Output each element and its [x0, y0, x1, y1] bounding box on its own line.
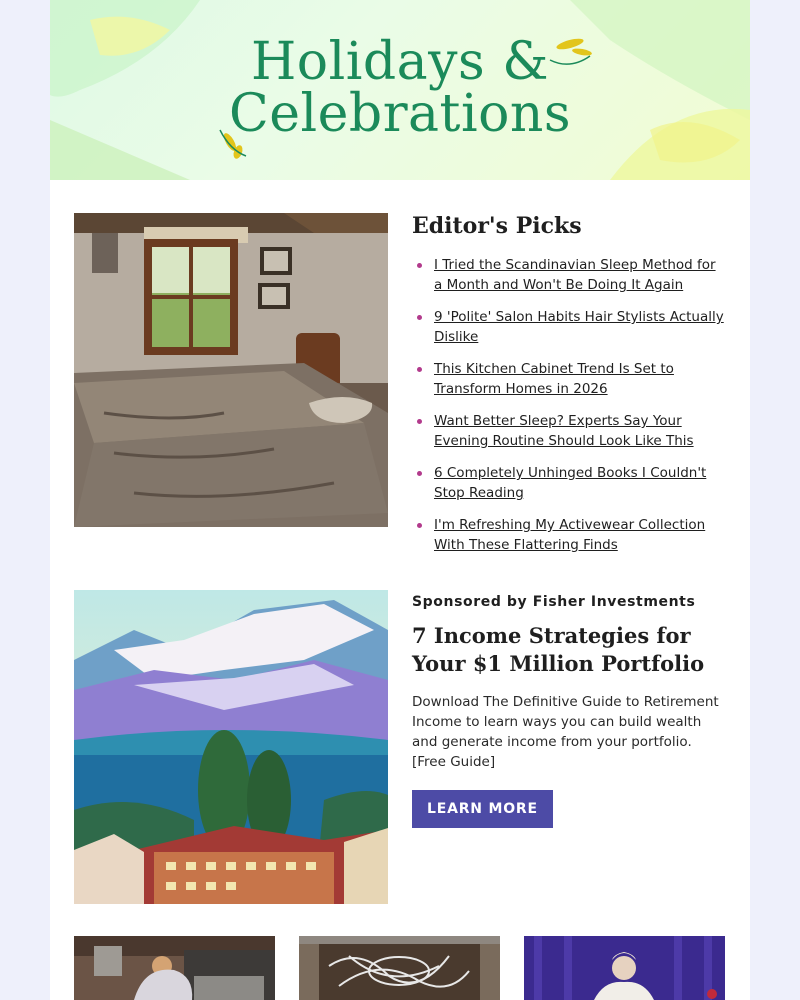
editors-picks-section	[74, 213, 726, 563]
list-item	[412, 515, 726, 555]
list-item	[412, 255, 726, 295]
email-container	[50, 0, 750, 1000]
thumbnail-row	[74, 936, 726, 1000]
bullet-icon	[417, 315, 422, 320]
kitchen-photo[interactable]	[74, 936, 275, 1000]
bullet-icon	[417, 367, 422, 372]
list-item	[412, 359, 726, 399]
bullet-icon	[417, 419, 422, 424]
ad-body: Download The Definitive Guide to Retirement Income to learn ways you can build wealth and generate income from your portfolio. [Free Guide]	[412, 694, 719, 770]
stage-photo[interactable]	[524, 936, 725, 1000]
banner-title-line1: Holidays &	[250, 32, 550, 92]
editors-picks-heading: Editor's Picks	[412, 213, 582, 239]
article-link[interactable]: 9 'Polite' Salon Habits Hair Stylists Actually Dislike	[434, 309, 724, 345]
banner-title	[50, 32, 750, 144]
article-link[interactable]: 6 Completely Unhinged Books I Couldn't Stop Reading	[434, 465, 707, 501]
bedroom-photo[interactable]	[74, 213, 388, 527]
bullet-icon	[417, 471, 422, 476]
banner-title-line2: Celebrations	[228, 84, 572, 144]
header-banner	[50, 0, 750, 180]
article-link[interactable]: I Tried the Scandinavian Sleep Method for a Month and Won't Be Doing It Again	[434, 257, 716, 293]
cables-photo[interactable]	[299, 936, 500, 1000]
list-item	[412, 307, 726, 347]
sponsored-content	[412, 590, 726, 828]
sponsored-section	[74, 590, 726, 904]
list-item	[412, 463, 726, 503]
ad-title[interactable]: 7 Income Strategies for Your $1 Million Portfolio	[412, 623, 705, 676]
editors-picks-list-column	[412, 213, 726, 567]
bullet-icon	[417, 523, 422, 528]
article-link[interactable]: I'm Refreshing My Activewear Collection With These Flattering Finds	[434, 517, 706, 553]
bullet-icon	[417, 263, 422, 268]
mountain-illustration[interactable]	[74, 590, 388, 904]
editors-picks-list	[412, 255, 726, 555]
article-link[interactable]: Want Better Sleep? Experts Say Your Evening Routine Should Look Like This	[434, 413, 694, 449]
sponsor-label: Sponsored by Fisher Investments	[412, 594, 696, 610]
learn-more-button[interactable]: LEARN MORE	[412, 790, 553, 828]
list-item	[412, 411, 726, 451]
article-link[interactable]: This Kitchen Cabinet Trend Is Set to Transform Homes in 2026	[434, 361, 674, 397]
